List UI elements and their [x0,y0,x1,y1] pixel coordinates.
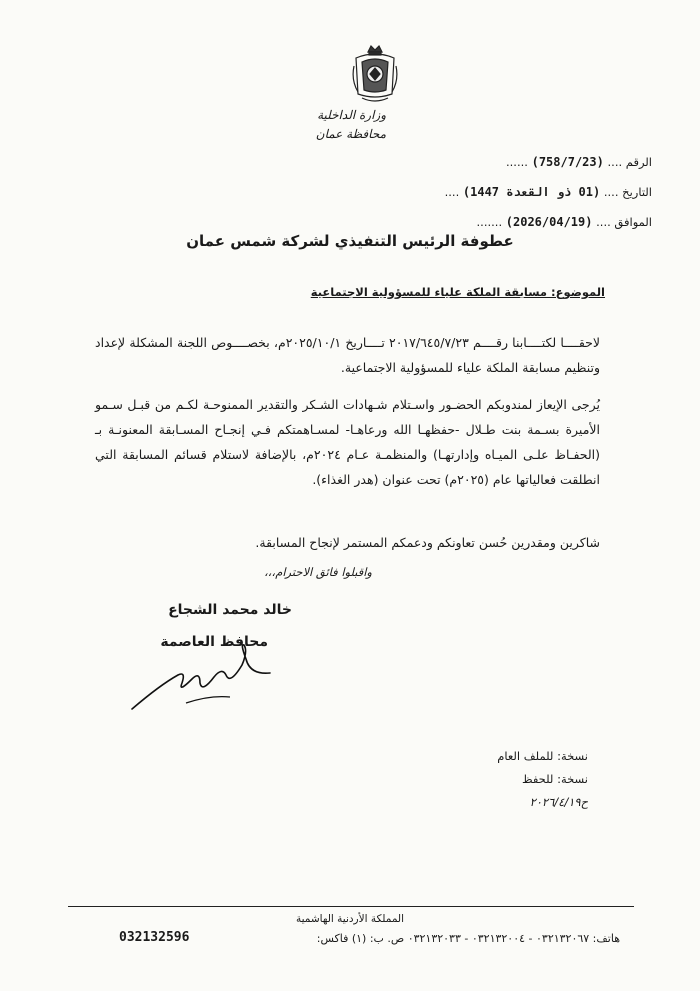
closing-line: واقبلوا فائق الاحترام،،، [264,565,372,579]
thanks-line: شاكرين ومقدرين حُسن تعاونكم ودعمكم المستمر لإنجاح المسابقة. [255,535,600,550]
hijri-date-value: (01 ذو القعدة 1447) [462,185,601,199]
hijri-date-label: التاريخ [622,185,652,199]
signer-name: خالد محمد الشجاع [168,602,292,618]
body-paragraph-1: لاحقــــا لكتــــابنا رقــــم ٢٠١٧/٦٤٥/٧/٢٣ تــــاريخ ٢٠٢٥/١٠/١م، بخصــــوص اللجنة المشكلة لإعداد وتنظيم مسابقة الملكة علياء للمسؤولية الاجتماعية. [95,335,600,375]
reference-number-value: (758/7/23) [531,155,604,169]
kingdom-name: المملكة الأردنية الهاشمية [295,913,405,925]
fax-number: 032132596 [119,930,190,945]
cc-archive: نسخة: للحفظ [521,772,588,786]
handwritten-signature [130,635,280,715]
contact-info: هاتف: ٠٣٢١٣٢٠٦٧ - ٠٣٢١٣٢٠٠٤ - ٠٣٢١٣٢٠٣٣ ص. ب: (١) فاكس: [316,932,620,945]
hijri-date-row: التاريخ .... (01 ذو القعدة 1447) .... [444,185,652,199]
cc-general-file: نسخة: للملف العام [497,749,588,763]
footer-divider [68,906,634,907]
body-paragraph-2: يُرجى الإيعاز لمندوبكم الحضـور واسـتلام شـهادات الشـكر والتقدير الممنوحـة لكـم من قبـل سـمو الأميرة بسـمة بنت طـلال -حفظهـا الله ورعاهـا- لمسـاهمتكم فـي إنجـاح المسـابقة المعنونـة بـ (الحفـاظ علـى الميـاه وإدارتهـا) والمنظمـة عـام ٢٠٢٤م، بالإضافة لاستلام قسائم المسابقة التي انطلقت فعالياتها عام (٢٠٢٥م) تحت عنوان (هدر الغذاء). [95,397,600,487]
royal-crest-icon [350,42,400,104]
addressee: عطوفة الرئيس التنفيذي لشركة شمس عمان [186,232,514,250]
governorate-name: محافظة عمان [315,127,386,141]
cc-date-initials: ح٢٠٢٦/٤/١٩ [529,795,588,809]
ministry-name: وزارة الداخلية [317,108,386,122]
reference-number-row: الرقم .... (758/7/23) ...... [506,155,652,169]
subject-line: الموضوع: مسابقة الملكة علياء للمسؤولية الاجتماعية [310,285,605,299]
gregorian-date-label: الموافق [614,215,652,229]
gregorian-date-value: (2026/04/19) [505,215,593,229]
gregorian-date-row: الموافق .... (2026/04/19) ....... [476,215,652,229]
reference-number-label: الرقم [625,155,652,169]
signer-title: محافظ العاصمة [160,634,268,650]
